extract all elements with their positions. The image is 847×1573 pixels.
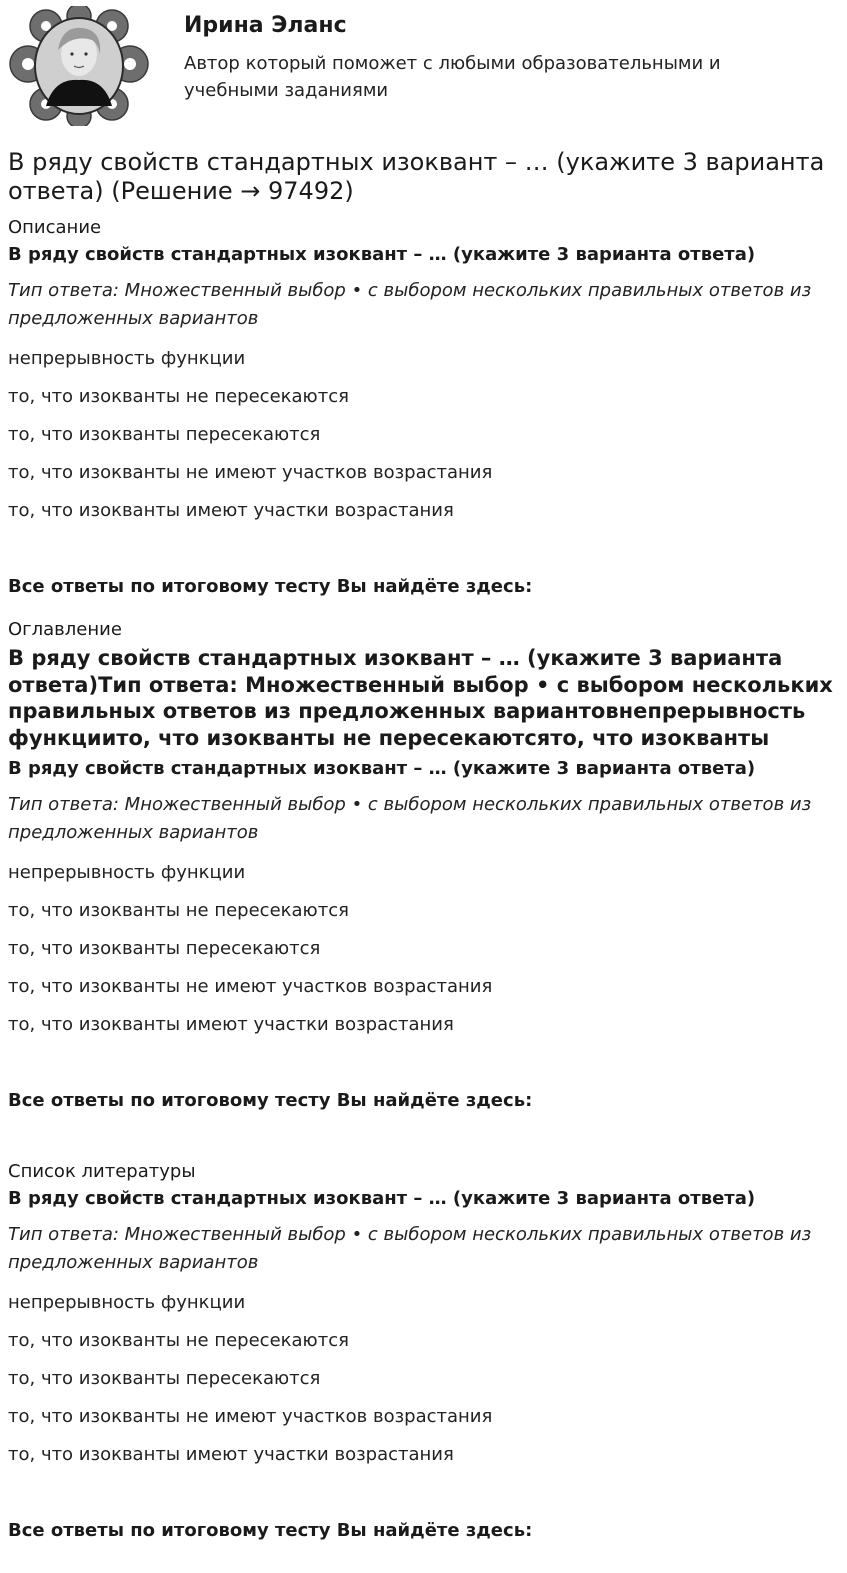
answer-option: то, что изокванты не пересекаются bbox=[8, 900, 349, 921]
answer-option: то, что изокванты не имеют участков возрастания bbox=[8, 462, 493, 483]
answer-option: непрерывность функции bbox=[8, 348, 246, 369]
author-card bbox=[0, 0, 847, 130]
answer-option: то, что изокванты не имеют участков возрастания bbox=[8, 976, 493, 997]
question-title: В ряду свойств стандартных изоквант – … (укажите 3 варианта ответа) bbox=[8, 1188, 756, 1209]
answer-option: то, что изокванты не пересекаются bbox=[8, 1330, 349, 1351]
answer-option: то, что изокванты пересекаются bbox=[8, 938, 321, 959]
answer-option: то, что изокванты имеют участки возрастания bbox=[8, 500, 454, 521]
answer-option: то, что изокванты не имеют участков возрастания bbox=[8, 1406, 493, 1427]
author-bio: Автор который поможет с любыми образовательными и учебными заданиями bbox=[184, 53, 721, 101]
answer-option: то, что изокванты пересекаются bbox=[8, 1368, 321, 1389]
toc-heading: В ряду свойств стандартных изоквант – … (укажите 3 варианта ответа)Тип ответа: Множественный выбор • с выбором нескольких правильных ответов из предложенных вариантовнепрерывность функциито, что изокванты не пересекаютсято, что изокванты bbox=[8, 646, 833, 750]
answer-option: непрерывность функции bbox=[8, 1292, 246, 1313]
toc-section bbox=[8, 618, 838, 1113]
page-title: В ряду свойств стандартных изоквант – … (укажите 3 варианта ответа) (Решение → 97492) bbox=[8, 148, 825, 205]
answer-option: то, что изокванты имеют участки возрастания bbox=[8, 1014, 454, 1035]
section-label-toc: Оглавление bbox=[8, 619, 122, 640]
answer-option: непрерывность функции bbox=[8, 862, 246, 883]
answer-type: Тип ответа: Множественный выбор • с выбором нескольких правильных ответов из предложенных вариантов bbox=[8, 280, 812, 329]
description-section bbox=[8, 216, 838, 599]
all-answers-link[interactable]: Все ответы по итоговому тесту Вы найдёте здесь: bbox=[8, 576, 533, 597]
literature-section bbox=[8, 1160, 838, 1543]
author-name[interactable]: Ирина Эланс bbox=[184, 13, 347, 38]
author-avatar[interactable] bbox=[6, 6, 152, 126]
question-title: В ряду свойств стандартных изоквант – … (укажите 3 варианта ответа) bbox=[8, 758, 756, 779]
answer-type: Тип ответа: Множественный выбор • с выбором нескольких правильных ответов из предложенных вариантов bbox=[8, 1224, 812, 1273]
all-answers-link[interactable]: Все ответы по итоговому тесту Вы найдёте здесь: bbox=[8, 1090, 533, 1111]
question-title: В ряду свойств стандартных изоквант – … (укажите 3 варианта ответа) bbox=[8, 244, 756, 265]
answer-type: Тип ответа: Множественный выбор • с выбором нескольких правильных ответов из предложенных вариантов bbox=[8, 794, 812, 843]
all-answers-link[interactable]: Все ответы по итоговому тесту Вы найдёте здесь: bbox=[8, 1520, 533, 1541]
section-label-literature: Список литературы bbox=[8, 1161, 196, 1182]
answer-option: то, что изокванты не пересекаются bbox=[8, 386, 349, 407]
section-label-description: Описание bbox=[8, 217, 102, 238]
answer-option: то, что изокванты пересекаются bbox=[8, 424, 321, 445]
answer-option: то, что изокванты имеют участки возрастания bbox=[8, 1444, 454, 1465]
